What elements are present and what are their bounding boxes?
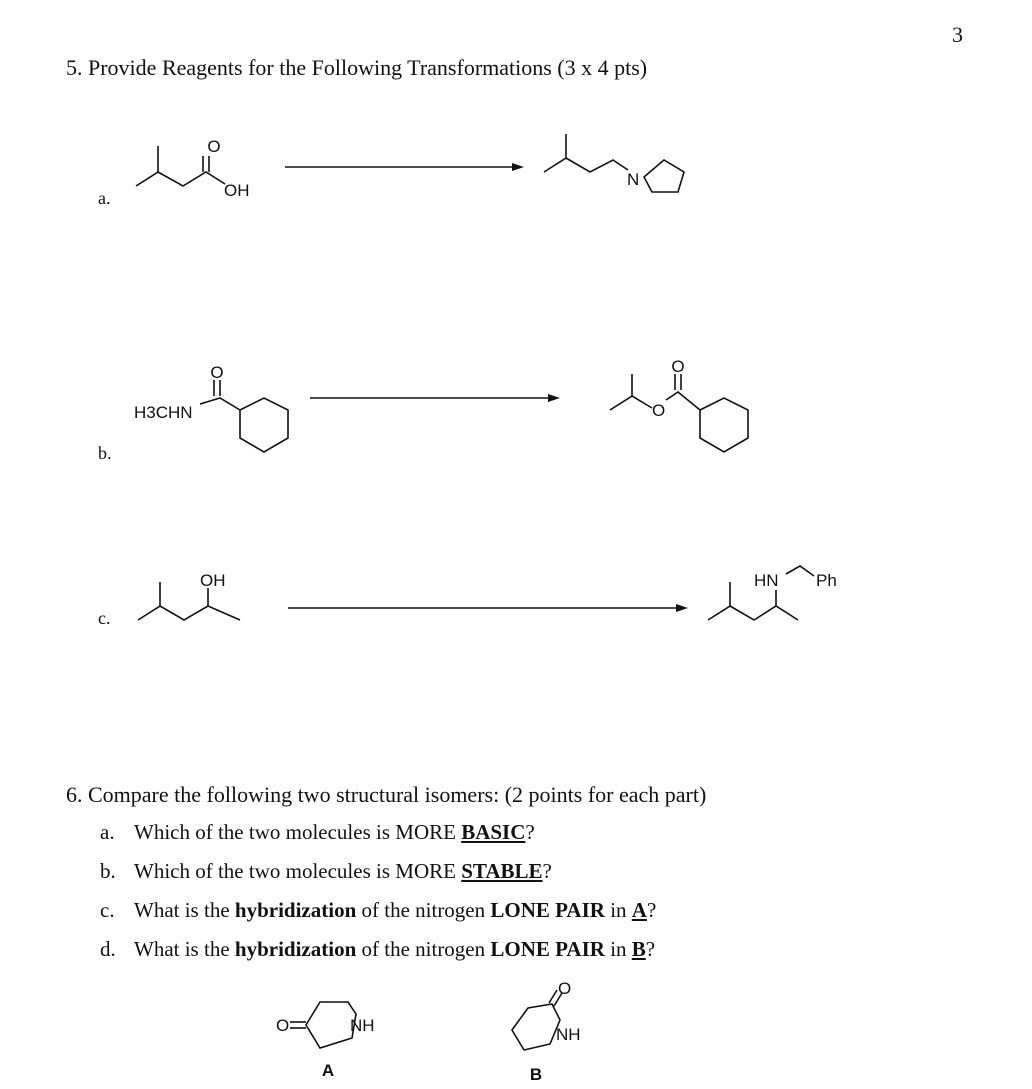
atom-c-hn: HN (754, 571, 779, 590)
atom-a-o: O (207, 137, 221, 156)
atom-molecule-a-o: O (276, 1016, 290, 1035)
part-b-product (610, 374, 748, 452)
part-b-label: b. (98, 443, 112, 463)
question-6b: b. Which of the two molecules is MORE STABLE? (100, 859, 552, 883)
question-6-title: 6. Compare the following two structural isomers: (2 points for each part) (66, 782, 707, 807)
part-a-label: a. (98, 188, 111, 208)
atom-b-o: O (210, 363, 224, 382)
part-c-label: c. (98, 608, 111, 628)
atom-c-ph: Ph (816, 571, 837, 590)
atom-b-h3chn: H3CHN (134, 403, 193, 422)
atom-molecule-b-nh: NH (556, 1025, 581, 1044)
atom-c-oh: OH (200, 571, 226, 590)
atom-a-oh: OH (224, 181, 250, 200)
page-number: 3 (952, 22, 963, 47)
atom-b-o2: O (671, 357, 685, 376)
molecule-b (512, 990, 562, 1050)
question-6a: a. Which of the two molecules is MORE BASIC? (100, 820, 535, 844)
molecule-a (290, 1002, 356, 1048)
molecule-a-name: A (321, 1061, 335, 1080)
atom-b-oring: O (652, 401, 666, 420)
part-a-product (544, 134, 684, 192)
molecule-b-name: B (529, 1065, 543, 1084)
question-6c: c. What is the hybridization of the nitrogen LONE PAIR in A? (100, 898, 657, 922)
question-5-title: 5. Provide Reagents for the Following Transformations (3 x 4 pts) (66, 55, 648, 80)
part-b-reactant (200, 380, 288, 452)
atom-molecule-b-o: O (558, 979, 572, 998)
atom-a-n: N (627, 170, 640, 189)
atom-molecule-a-nh: NH (350, 1016, 375, 1035)
question-6d: d. What is the hybridization of the nitrogen LONE PAIR in B? (100, 937, 656, 961)
